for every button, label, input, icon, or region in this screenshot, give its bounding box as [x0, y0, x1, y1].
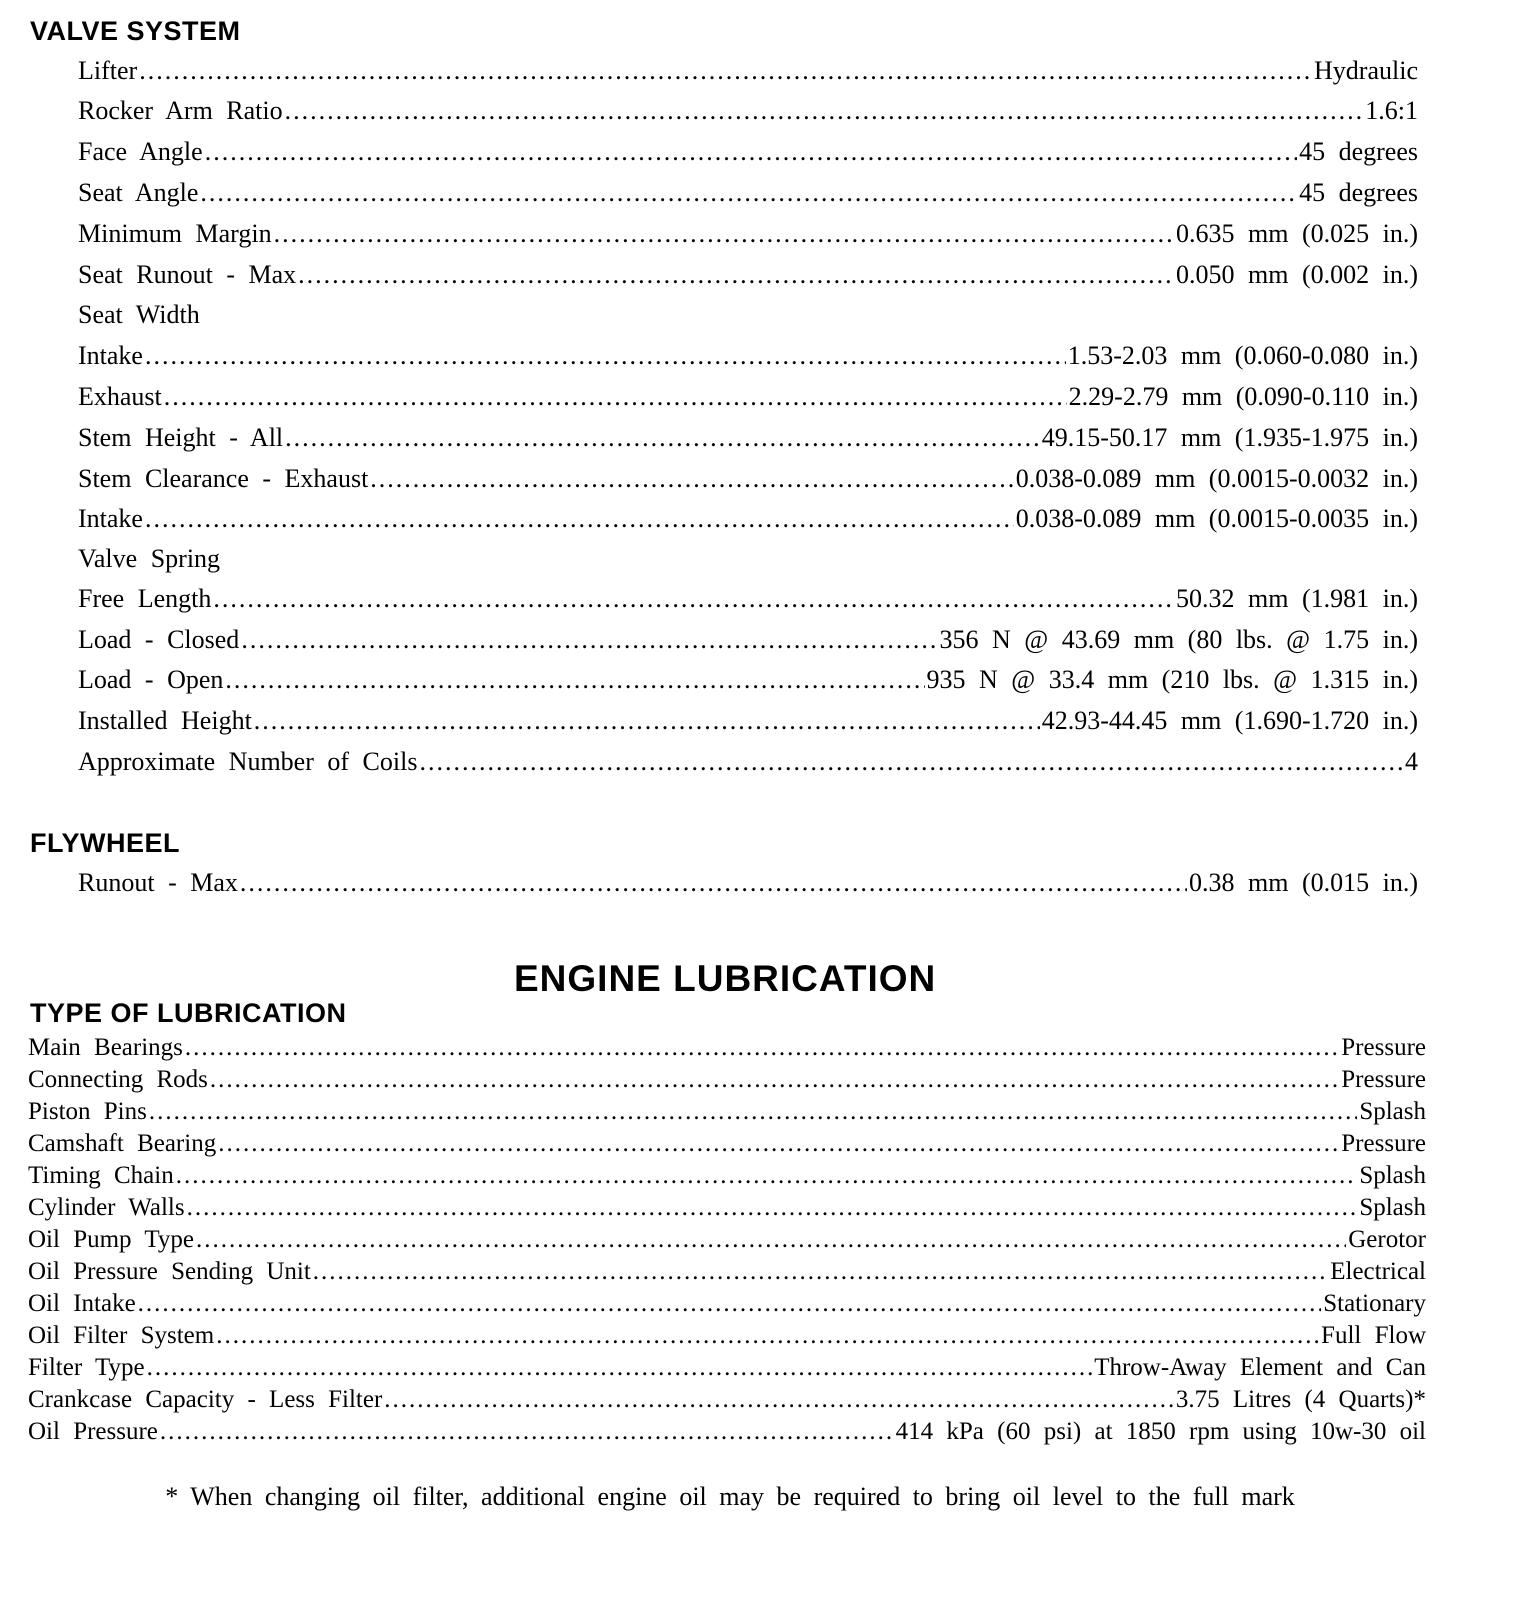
spec-value: 1.53-2.03 mm (0.060-0.080 in.)	[1067, 341, 1418, 370]
leader-dots	[210, 1066, 1339, 1094]
leader-dots	[370, 464, 1013, 494]
engine-lubrication-title: ENGINE LUBRICATION	[514, 958, 937, 999]
spec-label: Seat Width	[78, 300, 200, 329]
spec-value: 0.38 mm (0.015 in.)	[1189, 868, 1418, 897]
spec-subgroup-label	[78, 544, 1418, 580]
lube-label: Main Bearings	[28, 1034, 183, 1061]
lube-value: Electrical	[1330, 1258, 1426, 1285]
spec-row	[78, 665, 1418, 701]
leader-dots	[145, 504, 1014, 534]
spec-row	[78, 260, 1418, 296]
spec-row	[78, 868, 1418, 904]
spec-value: 49.15-50.17 mm (1.935-1.975 in.)	[1041, 423, 1418, 452]
lube-value: Splash	[1359, 1194, 1426, 1221]
spec-label: Free Length	[78, 584, 212, 613]
lube-row	[28, 1098, 1426, 1130]
spec-row	[78, 137, 1418, 173]
lube-label: Piston Pins	[28, 1098, 147, 1125]
spec-row	[78, 464, 1418, 500]
spec-label: Stem Clearance - Exhaust	[78, 464, 369, 493]
lube-row	[28, 1226, 1426, 1258]
spec-value: 0.038-0.089 mm (0.0015-0.0035 in.)	[1015, 504, 1418, 533]
lube-value: 3.75 Litres (4 Quarts)*	[1175, 1386, 1426, 1413]
spec-label: Rocker Arm Ratio	[78, 96, 283, 125]
leader-dots	[285, 96, 1364, 126]
spec-value: 356 N @ 43.69 mm (80 lbs. @ 1.75 in.)	[939, 625, 1418, 654]
lube-label: Cylinder Walls	[28, 1194, 185, 1221]
spec-value: 0.038-0.089 mm (0.0015-0.0032 in.)	[1015, 464, 1418, 493]
leader-dots	[285, 423, 1040, 453]
spec-row	[78, 56, 1418, 92]
leader-dots	[176, 1162, 1358, 1190]
lube-label: Timing Chain	[28, 1162, 174, 1189]
lube-row	[28, 1290, 1426, 1322]
spec-label: Seat Runout - Max	[78, 260, 297, 289]
lube-label: Oil Pressure Sending Unit	[28, 1258, 311, 1285]
spec-row	[78, 219, 1418, 255]
spec-label: Lifter	[78, 56, 138, 85]
spec-label: Seat Angle	[78, 178, 199, 207]
leader-dots	[138, 1290, 1322, 1318]
lube-value: Pressure	[1341, 1130, 1426, 1157]
leader-dots	[216, 1322, 1319, 1350]
leader-dots	[196, 1226, 1346, 1254]
spec-row	[78, 706, 1418, 742]
lube-row	[28, 1258, 1426, 1290]
spec-label: Stem Height - All	[78, 423, 284, 452]
leader-dots	[419, 747, 1403, 777]
leader-dots	[200, 178, 1297, 208]
spec-row	[78, 625, 1418, 661]
spec-value: 2.29-2.79 mm (0.090-0.110 in.)	[1068, 382, 1418, 411]
spec-value: 0.635 mm (0.025 in.)	[1176, 219, 1418, 248]
leader-dots	[160, 1418, 894, 1446]
lube-label: Oil Intake	[28, 1290, 136, 1317]
spec-row	[78, 584, 1418, 620]
leader-dots	[254, 706, 1040, 736]
leader-dots	[145, 341, 1066, 371]
lube-label: Connecting Rods	[28, 1066, 208, 1093]
lube-value: Gerotor	[1348, 1226, 1426, 1253]
lube-label: Oil Filter System	[28, 1322, 215, 1349]
leader-dots	[147, 1354, 1093, 1382]
spec-label: Exhaust	[78, 382, 162, 411]
spec-label: Load - Open	[78, 665, 224, 694]
leader-dots	[139, 56, 1312, 86]
spec-label: Valve Spring	[78, 544, 221, 573]
leader-dots	[164, 382, 1067, 412]
spec-value: Hydraulic	[1314, 56, 1418, 85]
lube-value: Pressure	[1341, 1066, 1426, 1093]
spec-value: 45 degrees	[1299, 178, 1418, 207]
spec-value: 45 degrees	[1299, 137, 1418, 166]
spec-row	[78, 423, 1418, 459]
lube-label: Camshaft Bearing	[28, 1130, 217, 1157]
lube-label: Oil Pressure	[28, 1418, 158, 1445]
leader-dots	[240, 868, 1187, 898]
spec-label: Minimum Margin	[78, 219, 272, 248]
spec-label: Approximate Number of Coils	[78, 747, 418, 776]
leader-dots	[384, 1386, 1174, 1414]
lube-row	[28, 1162, 1426, 1194]
lube-row	[28, 1386, 1426, 1418]
spec-label: Intake	[78, 504, 143, 533]
spec-label: Installed Height	[78, 706, 252, 735]
leader-dots	[213, 584, 1174, 614]
lube-value: 414 kPa (60 psi) at 1850 rpm using 10w-30 oil	[895, 1418, 1426, 1445]
lube-row	[28, 1034, 1426, 1066]
spec-value: 50.32 mm (1.981 in.)	[1176, 584, 1418, 613]
spec-subgroup-label	[78, 300, 1418, 336]
lube-row	[28, 1194, 1426, 1226]
leader-dots	[298, 260, 1174, 290]
spec-label: Load - Closed	[78, 625, 240, 654]
spec-value: 935 N @ 33.4 mm (210 lbs. @ 1.315 in.)	[926, 665, 1418, 694]
leader-dots	[218, 1130, 1339, 1158]
spec-value: 1.6:1	[1365, 96, 1418, 125]
spec-row	[78, 747, 1418, 783]
lube-value: Splash	[1359, 1098, 1426, 1125]
lube-label: Filter Type	[28, 1354, 145, 1381]
spec-row	[78, 178, 1418, 214]
leader-dots	[185, 1034, 1339, 1062]
flywheel-heading: FLYWHEEL	[30, 828, 181, 858]
leader-dots	[187, 1194, 1358, 1222]
lube-row	[28, 1130, 1426, 1162]
lube-row	[28, 1354, 1426, 1386]
lube-label: Crankcase Capacity - Less Filter	[28, 1386, 383, 1413]
valve-system-heading: VALVE SYSTEM	[30, 16, 241, 46]
type-of-lubrication-heading: TYPE OF LUBRICATION	[30, 998, 347, 1028]
spec-row	[78, 504, 1418, 540]
spec-value: 0.050 mm (0.002 in.)	[1176, 260, 1418, 289]
lube-value: Stationary	[1323, 1290, 1426, 1317]
lube-label: Oil Pump Type	[28, 1226, 194, 1253]
spec-row	[78, 341, 1418, 377]
spec-row	[78, 96, 1418, 132]
leader-dots	[149, 1098, 1357, 1126]
footnote: * When changing oil filter, additional engine oil may be required to bring oil level to the full mark	[165, 1482, 1295, 1511]
spec-row	[78, 382, 1418, 418]
spec-value: 42.93-44.45 mm (1.690-1.720 in.)	[1041, 706, 1418, 735]
leader-dots	[205, 137, 1297, 167]
leader-dots	[313, 1258, 1328, 1286]
spec-label: Intake	[78, 341, 143, 370]
lube-value: Throw-Away Element and Can	[1094, 1354, 1426, 1381]
lube-row	[28, 1066, 1426, 1098]
spec-label: Runout - Max	[78, 868, 238, 897]
leader-dots	[241, 625, 937, 655]
leader-dots	[274, 219, 1174, 249]
lube-row	[28, 1418, 1426, 1450]
lube-value: Pressure	[1341, 1034, 1426, 1061]
spec-label: Face Angle	[78, 137, 203, 166]
leader-dots	[225, 665, 924, 695]
lube-value: Splash	[1359, 1162, 1426, 1189]
spec-value: 4	[1405, 747, 1418, 776]
lube-value: Full Flow	[1321, 1322, 1426, 1349]
lube-row	[28, 1322, 1426, 1354]
